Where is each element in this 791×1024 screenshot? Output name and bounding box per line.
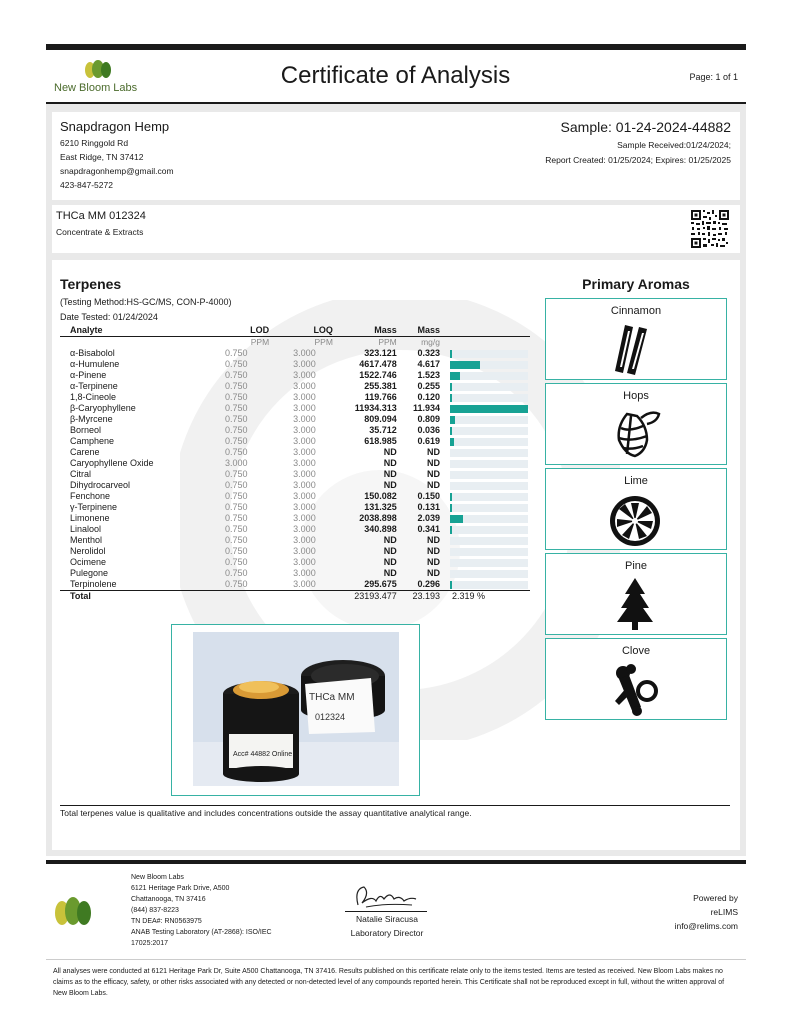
mass-ppm-value: 255.381 <box>364 381 397 391</box>
bar-track <box>450 559 528 567</box>
qr-code-icon <box>690 209 730 249</box>
lab-address-line: TN DEA#: RN0563975 <box>131 918 202 925</box>
bar-cell <box>442 524 530 535</box>
product-card <box>52 205 740 253</box>
sample-received: Sample Received:01/24/2024; <box>617 140 731 150</box>
table-row <box>60 513 530 524</box>
bar-fill <box>450 581 452 589</box>
analyte-name: α-Bisabolol <box>70 348 115 358</box>
total-ppm: 23193.477 <box>335 591 399 603</box>
cinnamon-icon <box>607 321 663 377</box>
column-header-mass-ppm: Mass <box>335 325 399 337</box>
bar-track <box>450 361 528 369</box>
signature-image <box>346 883 426 911</box>
lod-value: 0.750 <box>224 557 248 567</box>
loq-value: 3.000 <box>293 348 316 358</box>
mass-ppm-value: ND <box>383 458 397 468</box>
mass-mg-value: ND <box>427 480 440 490</box>
bar-track <box>450 526 528 534</box>
bar-track <box>450 548 528 556</box>
analyte-name: Pulegone <box>70 568 109 578</box>
bar-track <box>450 383 528 391</box>
table-row <box>60 502 530 513</box>
mass-mg-value: ND <box>427 447 440 457</box>
lod-value: 0.750 <box>224 436 248 446</box>
analyte-name: Camphene <box>70 436 115 446</box>
mass-ppm-value: ND <box>383 546 397 556</box>
bar-fill <box>450 438 454 446</box>
bar-track <box>450 515 528 523</box>
total-label: Total <box>60 591 191 603</box>
product-name: THCa MM 012324 <box>56 210 146 222</box>
lod-value: 3.000 <box>224 458 248 468</box>
mass-ppm-value: 809.094 <box>364 414 397 424</box>
client-email: snapdragonhemp@gmail.com <box>60 166 174 176</box>
bar-fill <box>450 416 455 424</box>
signature-line <box>345 911 427 912</box>
table-row <box>60 359 530 370</box>
mass-ppm-value: 119.766 <box>364 392 397 402</box>
bar-fill <box>450 427 452 435</box>
table-row <box>60 458 530 469</box>
table-row <box>60 546 530 557</box>
lod-value: 0.750 <box>224 579 248 589</box>
loq-value: 3.000 <box>293 502 316 512</box>
loq-value: 3.000 <box>293 458 316 468</box>
table-row <box>60 348 530 359</box>
lod-value: 0.750 <box>224 469 248 479</box>
lod-value: 0.750 <box>224 414 248 424</box>
table-row <box>60 436 530 447</box>
table-row <box>60 392 530 403</box>
table-row <box>60 491 530 502</box>
mass-ppm-value: 150.082 <box>364 491 397 501</box>
mass-mg-value: ND <box>427 469 440 479</box>
aroma-card-clove <box>545 638 727 720</box>
loq-value: 3.000 <box>293 568 316 578</box>
analyte-name: 1,8-Cineole <box>70 392 117 402</box>
table-row <box>60 414 530 425</box>
unit-mass-ppm: PPM <box>378 337 397 347</box>
bar-track <box>450 350 528 358</box>
mass-ppm-value: ND <box>383 568 397 578</box>
unit-lod: PPM <box>250 337 270 347</box>
analyte-name: Menthol <box>70 535 103 545</box>
table-row <box>60 557 530 568</box>
mass-mg-value: ND <box>427 546 440 556</box>
bar-track <box>450 405 528 413</box>
loq-value: 3.000 <box>293 579 316 589</box>
loq-value: 3.000 <box>293 513 316 523</box>
mass-ppm-value: 323.121 <box>364 348 397 358</box>
footer-logo <box>52 895 94 927</box>
terpene-rows <box>60 348 530 591</box>
lab-address-line: ANAB Testing Laboratory (AT-2868): ISO/IEC <box>131 929 272 936</box>
testing-method: (Testing Method:HS-GC/MS, CON-P-4000) <box>60 297 232 307</box>
bar-cell <box>442 546 530 557</box>
footer-rule <box>46 860 746 864</box>
loq-value: 3.000 <box>293 524 316 534</box>
date-tested: Date Tested: 01/24/2024 <box>60 312 158 322</box>
table-row <box>60 524 530 535</box>
loq-value: 3.000 <box>293 491 316 501</box>
loq-value: 3.000 <box>293 425 316 435</box>
mass-mg-value: 2.039 <box>417 513 440 523</box>
analyte-name: Borneol <box>70 425 102 435</box>
aroma-label: Clove <box>621 645 651 657</box>
column-header-bar <box>442 325 530 337</box>
loq-value: 3.000 <box>293 447 316 457</box>
analyte-name: Linalool <box>70 524 102 534</box>
loq-value: 3.000 <box>293 403 316 413</box>
lod-value: 0.750 <box>224 348 248 358</box>
section-title-terpenes: Terpenes <box>60 276 122 292</box>
bar-track <box>450 438 528 446</box>
total-row <box>60 591 530 603</box>
lod-value: 0.750 <box>224 370 248 380</box>
bar-cell <box>442 568 530 579</box>
mass-mg-value: 1.523 <box>417 370 440 380</box>
bar-track <box>450 482 528 490</box>
bar-track <box>450 581 528 589</box>
bar-track <box>450 394 528 402</box>
bar-fill <box>450 493 452 501</box>
bar-cell <box>442 469 530 480</box>
bar-cell <box>442 370 530 381</box>
page-number: Page: 1 of 1 <box>689 72 738 82</box>
mass-mg-value: ND <box>427 568 440 578</box>
table-row <box>60 447 530 458</box>
bar-cell <box>442 392 530 403</box>
loq-value: 3.000 <box>293 469 316 479</box>
table-row <box>60 535 530 546</box>
mass-ppm-value: ND <box>383 535 397 545</box>
mass-mg-value: 0.341 <box>417 524 440 534</box>
aroma-card-cinnamon <box>545 298 727 380</box>
analyte-name: Caryophyllene Oxide <box>70 458 154 468</box>
client-address-line1: 6210 Ringgold Rd <box>60 138 129 148</box>
aroma-label: Pine <box>624 560 648 572</box>
bar-track <box>450 460 528 468</box>
mass-ppm-value: ND <box>383 557 397 567</box>
bar-fill <box>450 350 452 358</box>
lime-icon <box>607 491 663 547</box>
mass-mg-value: ND <box>427 535 440 545</box>
sample-id: Sample: 01-24-2024-44882 <box>560 119 731 135</box>
client-name: Snapdragon Hemp <box>60 119 170 134</box>
lod-value: 0.750 <box>224 568 248 578</box>
analyte-name: Citral <box>70 469 92 479</box>
note-rule <box>60 805 730 806</box>
table-header-row <box>60 325 530 337</box>
table-row <box>60 480 530 491</box>
bar-cell <box>442 414 530 425</box>
lod-value: 0.750 <box>224 491 248 501</box>
loq-value: 3.000 <box>293 370 316 380</box>
bar-cell <box>442 381 530 392</box>
loq-value: 3.000 <box>293 359 316 369</box>
lod-value: 0.750 <box>224 513 248 523</box>
disclaimer-text: All analyses were conducted at 6121 Heritage Park Dr, Suite A500 Chattanooga, TN 37416. Results published on this certificate relate only to the items tested. Items are tested as received. New Bloom Labs makes no claims as to the efficacy, safety, or other risks associated with any detected or non-detected level of any compounds reported herein. This Certificate shall not be reproduced except in full, without the written approval of New Bloom Labs. <box>53 968 725 997</box>
clove-icon <box>607 661 663 717</box>
mass-ppm-value: 35.712 <box>369 425 397 435</box>
logo-text: New Bloom Labs <box>54 82 138 94</box>
analyte-name: Dihydrocarveol <box>70 480 131 490</box>
lab-address-line: New Bloom Labs <box>131 874 184 881</box>
bar-track <box>450 471 528 479</box>
lab-address-line: Chattanooga, TN 37416 <box>131 896 206 903</box>
client-address-line2: East Ridge, TN 37412 <box>60 152 144 162</box>
mass-ppm-value: 1522.746 <box>359 370 397 380</box>
bar-fill <box>450 372 460 380</box>
mass-ppm-value: 340.898 <box>364 524 397 534</box>
bar-cell <box>442 425 530 436</box>
analyte-name: Nerolidol <box>70 546 106 556</box>
lod-value: 0.750 <box>224 535 248 545</box>
table-row <box>60 381 530 392</box>
mass-mg-value: 0.809 <box>417 414 440 424</box>
mass-ppm-value: 2038.898 <box>359 513 397 523</box>
total-mg: 23.193 <box>399 591 442 603</box>
analyte-name: α-Humulene <box>70 359 120 369</box>
loq-value: 3.000 <box>293 381 316 391</box>
bar-cell <box>442 403 530 414</box>
lod-value: 0.750 <box>224 403 248 413</box>
table-row <box>60 425 530 436</box>
client-phone: 423-847-5272 <box>60 180 113 190</box>
aroma-card-hops <box>545 383 727 465</box>
mass-ppm-value: 131.325 <box>364 502 397 512</box>
bar-track <box>450 493 528 501</box>
powered-by-email[interactable]: info@relims.com <box>674 921 738 931</box>
product-category: Concentrate & Extracts <box>56 227 144 237</box>
mass-mg-value: 0.323 <box>417 348 440 358</box>
bar-cell <box>442 436 530 447</box>
lab-address-line: 17025:2017 <box>131 940 168 947</box>
bar-cell <box>442 513 530 524</box>
bar-track <box>450 504 528 512</box>
terpene-table <box>60 325 530 602</box>
table-row <box>60 370 530 381</box>
mass-mg-value: 0.619 <box>417 436 440 446</box>
lod-value: 0.750 <box>224 392 248 402</box>
bar-track <box>450 427 528 435</box>
loq-value: 3.000 <box>293 535 316 545</box>
analyte-name: Fenchone <box>70 491 111 501</box>
total-percent: 2.319 % <box>442 591 530 603</box>
analyte-name: β-Caryophyllene <box>70 403 136 413</box>
loq-value: 3.000 <box>293 392 316 402</box>
lod-value: 0.750 <box>224 546 248 556</box>
loq-value: 3.000 <box>293 480 316 490</box>
bar-fill <box>450 515 463 523</box>
mass-mg-value: ND <box>427 458 440 468</box>
aroma-label: Lime <box>624 475 648 487</box>
powered-by-brand: reLIMS <box>710 907 738 917</box>
lab-address-line: (844) 837-8223 <box>131 907 179 914</box>
bar-cell <box>442 458 530 469</box>
unit-mass-mg: mg/g <box>421 337 440 347</box>
lod-value: 0.750 <box>224 502 248 512</box>
mass-mg-value: 0.036 <box>417 425 440 435</box>
analyte-name: Ocimene <box>70 557 107 567</box>
loq-value: 3.000 <box>293 546 316 556</box>
column-header-analyte: Analyte <box>60 325 191 337</box>
bar-cell <box>442 480 530 491</box>
aroma-label: Hops <box>623 390 649 402</box>
mass-ppm-value: 11934.313 <box>354 403 397 413</box>
bar-track <box>450 416 528 424</box>
units-row <box>60 337 530 349</box>
unit-loq: PPM <box>314 337 333 347</box>
bar-fill <box>450 394 452 402</box>
bar-cell <box>442 502 530 513</box>
bar-cell <box>442 447 530 458</box>
mass-mg-value: 11.934 <box>412 403 440 413</box>
analyte-name: γ-Terpinene <box>70 502 118 512</box>
bar-fill <box>450 361 480 369</box>
bar-track <box>450 372 528 380</box>
bar-cell <box>442 348 530 359</box>
pine-icon <box>607 576 663 632</box>
mass-mg-value: 0.296 <box>417 579 440 589</box>
aroma-card-pine <box>545 553 727 635</box>
analyte-name: β-Myrcene <box>70 414 113 424</box>
hops-icon <box>607 406 663 462</box>
table-row <box>60 579 530 591</box>
bar-track <box>450 570 528 578</box>
bar-fill <box>450 526 452 534</box>
table-row <box>60 403 530 414</box>
bar-fill <box>450 383 452 391</box>
mass-ppm-value: ND <box>383 469 397 479</box>
mass-mg-value: 4.617 <box>417 359 440 369</box>
mass-mg-value: 0.131 <box>417 502 440 512</box>
mass-ppm-value: ND <box>383 447 397 457</box>
mass-ppm-value: ND <box>383 480 397 490</box>
bar-track <box>450 449 528 457</box>
bar-cell <box>442 491 530 502</box>
analyte-name: Limonene <box>70 513 110 523</box>
mass-ppm-value: 295.675 <box>364 579 397 589</box>
top-rule <box>46 44 746 50</box>
bar-track <box>450 537 528 545</box>
bar-cell <box>442 557 530 568</box>
analyte-name: α-Pinene <box>70 370 107 380</box>
signer-name: Natalie Siracusa <box>356 914 418 924</box>
analyte-name: Terpinolene <box>70 579 117 589</box>
bar-cell <box>442 359 530 370</box>
column-header-lod: LOD <box>191 325 271 337</box>
terpenes-note: Total terpenes value is qualitative and includes concentrations outside the assay quantitative analytical range. <box>60 808 472 818</box>
bar-fill <box>450 504 452 512</box>
lod-value: 0.750 <box>224 359 248 369</box>
report-created: Report Created: 01/25/2024; Expires: 01/25/2025 <box>545 155 731 165</box>
jar-label-text: Acc# 44882 Online <box>233 751 293 758</box>
mass-mg-value: 0.150 <box>417 491 440 501</box>
loq-value: 3.000 <box>293 436 316 446</box>
analyte-name: Carene <box>70 447 100 457</box>
column-header-mass-mg: Mass <box>399 325 442 337</box>
mass-ppm-value: 4617.478 <box>359 359 397 369</box>
bar-fill <box>450 405 528 413</box>
sample-photo <box>193 632 399 786</box>
aroma-label: Cinnamon <box>610 305 662 317</box>
lod-value: 0.750 <box>224 524 248 534</box>
table-row <box>60 469 530 480</box>
mass-mg-value: 0.255 <box>417 381 440 391</box>
column-header-loq: LOQ <box>271 325 335 337</box>
section-title-aromas: Primary Aromas <box>582 276 690 292</box>
mass-mg-value: ND <box>427 557 440 567</box>
lod-value: 0.750 <box>224 480 248 490</box>
loq-value: 3.000 <box>293 557 316 567</box>
bar-cell <box>442 535 530 546</box>
bar-cell <box>442 579 530 591</box>
aroma-card-lime <box>545 468 727 550</box>
mass-mg-value: 0.120 <box>417 392 440 402</box>
powered-by-label: Powered by <box>693 893 738 903</box>
sticker-text-2: 012324 <box>315 712 346 722</box>
table-row <box>60 568 530 579</box>
disclaimer-rule <box>46 959 746 960</box>
analyte-name: α-Terpinene <box>70 381 118 391</box>
lod-value: 0.750 <box>224 447 248 457</box>
loq-value: 3.000 <box>293 414 316 424</box>
lod-value: 0.750 <box>224 381 248 391</box>
mass-ppm-value: 618.985 <box>364 436 397 446</box>
lod-value: 0.750 <box>224 425 248 435</box>
signer-title: Laboratory Director <box>350 928 424 938</box>
page-title: Certificate of Analysis <box>280 62 511 89</box>
sticker-text-1: THCa MM <box>309 692 355 703</box>
lab-address-line: 6121 Heritage Park Drive, A500 <box>131 885 230 892</box>
